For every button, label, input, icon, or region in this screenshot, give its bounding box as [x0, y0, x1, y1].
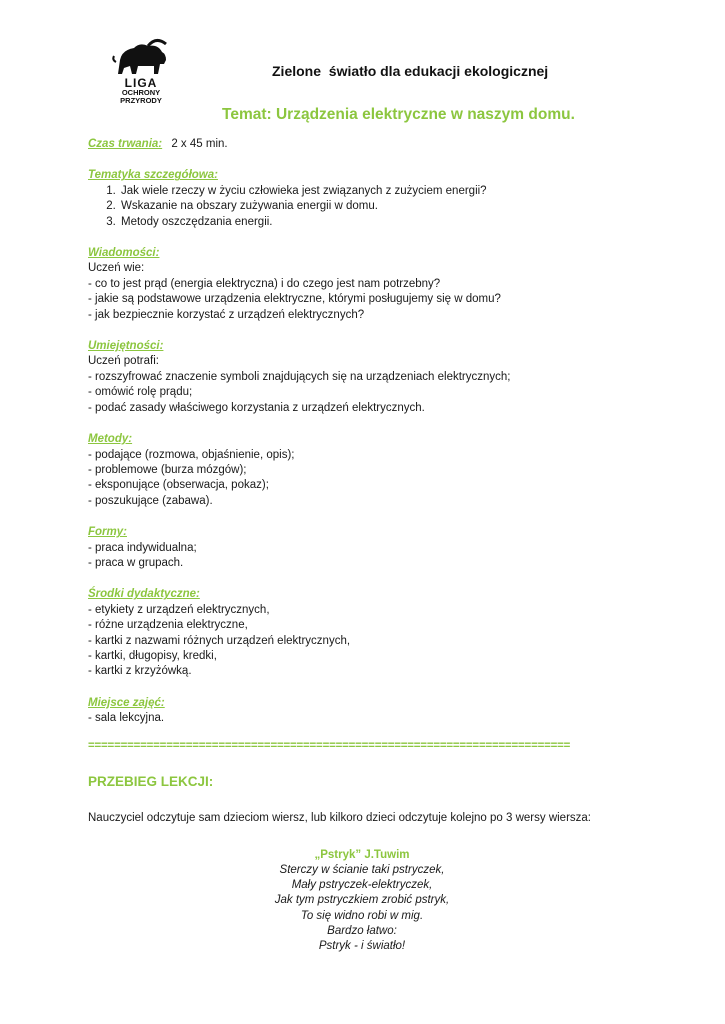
list-item: 3. Metody oszczędzania energii.	[119, 215, 648, 230]
metody-label: Metody:	[88, 433, 133, 446]
tematyka-section	[88, 168, 648, 230]
umiejetnosci-section	[88, 339, 648, 416]
list-item: Uczeń potrafi:	[88, 355, 159, 368]
document-header-title: Zielone światło dla edukacji ekologicznej	[272, 63, 549, 79]
organization-logo	[108, 38, 174, 108]
list-item: - co to jest prąd (energia elektryczna) i do czego jest nam potrzebny?	[88, 277, 441, 290]
miejsce-label: Miejsce zajęć:	[88, 696, 165, 709]
list-item: - sala lekcyjna.	[88, 712, 165, 725]
list-item: - jakie są podstawowe urządzenia elektryczne, którymi posługujemy się w domu?	[88, 293, 501, 306]
list-item: - podać zasady właściwego korzystania z urządzeń elektrycznych.	[88, 401, 425, 414]
lesson-topic: Temat: Urządzenia elektryczne w naszym domu.	[222, 106, 575, 123]
duration-section	[88, 137, 648, 152]
duration-label: Czas trwania:	[88, 138, 163, 150]
list-item: Uczeń wie:	[88, 262, 145, 275]
duration-value: 2 x 45 min.	[171, 138, 228, 150]
poem-line: Sterczy w ścianie taki pstryczek,	[279, 864, 445, 877]
formy-section	[88, 525, 648, 571]
formy-label: Formy:	[88, 526, 127, 539]
list-item: - poszukujące (zabawa).	[88, 494, 213, 507]
list-item: - rozszyfrować znaczenie symboli znajdujących się na urządzeniach elektrycznych;	[88, 370, 511, 383]
list-item: - eksponujące (obserwacja, pokaz);	[88, 479, 269, 492]
logo-word-liga: LIGA	[124, 76, 158, 90]
list-item: - kartki, długopisy, kredki,	[88, 649, 217, 662]
list-item: - problemowe (burza mózgów);	[88, 463, 247, 476]
srodki-label: Środki dydaktyczne:	[88, 588, 200, 601]
list-item: 2. Wskazanie na obszary zużywania energii w domu.	[119, 199, 648, 214]
poem-line: Bardzo łatwo:	[327, 924, 397, 937]
list-item: - kartki z nazwami różnych urządzeń elektrycznych,	[88, 634, 351, 647]
intro-paragraph: Nauczyciel odczytuje sam dzieciom wiersz, lub kilkoro dzieci odczytuje kolejno po 3 wersy wiersza:	[88, 812, 592, 825]
tematyka-label: Tematyka szczegółowa:	[88, 169, 218, 182]
wiadomosci-section	[88, 246, 648, 323]
bison-icon	[108, 38, 174, 78]
poem	[88, 848, 636, 954]
logo-words	[108, 89, 174, 105]
srodki-section	[88, 587, 648, 679]
tematyka-list	[88, 184, 648, 230]
list-item: - praca w grupach.	[88, 556, 184, 569]
poem-title: „Pstryk” J.Tuwim	[314, 848, 410, 861]
list-item: - podające (rozmowa, objaśnienie, opis);	[88, 448, 295, 461]
list-item: - kartki z krzyżówką.	[88, 665, 192, 678]
list-item: - jak bezpiecznie korzystać z urządzeń elektrycznych?	[88, 308, 365, 321]
list-item: 1. Jak wiele rzeczy w życiu człowieka jest związanych z zużyciem energii?	[119, 184, 648, 199]
logo-word-ochrony: OCHRONY	[121, 88, 161, 97]
umiejetnosci-label: Umiejętności:	[88, 340, 164, 353]
poem-line: Pstryk - i światło!	[318, 940, 406, 953]
lesson-plan-body	[88, 137, 648, 954]
separator-line: ==========================================================================	[88, 739, 571, 752]
poem-line: Jak tym pstryczkiem zrobić pstryk,	[274, 894, 450, 907]
metody-section	[88, 432, 648, 509]
list-item: - różne urządzenia elektryczne,	[88, 619, 248, 632]
przebieg-heading: PRZEBIEG LEKCJI:	[88, 774, 214, 789]
poem-line: To się widno robi w mig.	[300, 909, 424, 922]
list-item: - etykiety z urządzeń elektrycznych,	[88, 603, 270, 616]
wiadomosci-label: Wiadomości:	[88, 247, 160, 260]
logo-word-przyrody: PRZYRODY	[120, 96, 162, 105]
list-item: - praca indywidualna;	[88, 541, 197, 554]
list-item: - omówić rolę prądu;	[88, 386, 193, 399]
poem-line: Mały pstryczek-elektryczek,	[291, 879, 433, 892]
miejsce-section	[88, 696, 648, 727]
